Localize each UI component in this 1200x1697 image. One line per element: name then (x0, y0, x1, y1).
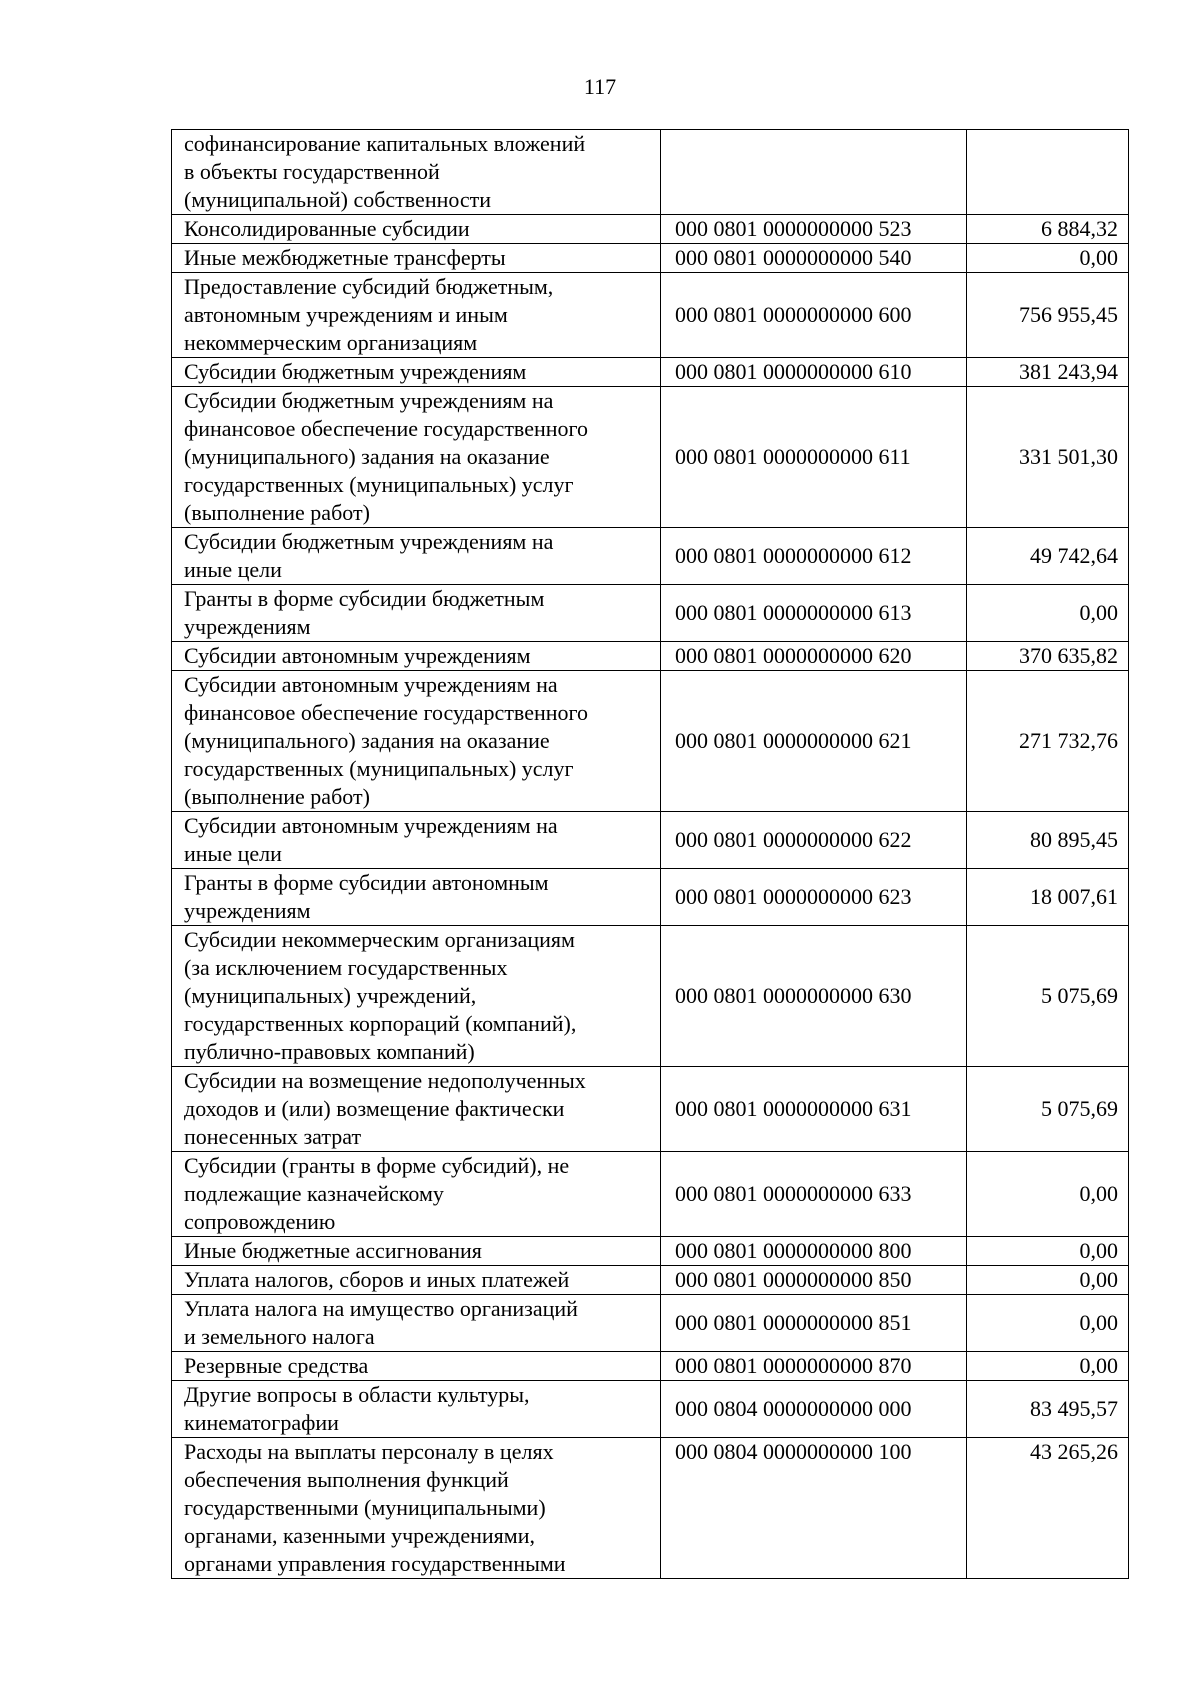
classification-code-cell: 000 0804 0000000000 100 (661, 1438, 967, 1579)
expense-name-cell: Субсидии (гранты в форме субсидий), не подлежащие казначейскому сопровождению (172, 1152, 661, 1237)
expense-name-cell: Субсидии на возмещение недополученных доходов и (или) возмещение фактически понесенных затрат (172, 1067, 661, 1152)
amount-cell: 43 265,26 (967, 1438, 1129, 1579)
expense-name-cell: Другие вопросы в области культуры, кинематографии (172, 1381, 661, 1438)
table-row (172, 215, 1129, 244)
amount-cell: 18 007,61 (967, 869, 1129, 926)
table-row (172, 358, 1129, 387)
amount-cell: 5 075,69 (967, 1067, 1129, 1152)
amount-cell: 80 895,45 (967, 812, 1129, 869)
table-row (172, 1295, 1129, 1352)
expense-name-cell: Субсидии бюджетным учреждениям (172, 358, 661, 387)
expense-name-cell: Уплата налога на имущество организаций и земельного налога (172, 1295, 661, 1352)
expense-name-cell: Консолидированные субсидии (172, 215, 661, 244)
amount-cell: 0,00 (967, 1266, 1129, 1295)
classification-code-cell: 000 0801 0000000000 540 (661, 244, 967, 273)
classification-code-cell: 000 0801 0000000000 610 (661, 358, 967, 387)
expense-name-cell: Иные межбюджетные трансферты (172, 244, 661, 273)
amount-cell: 370 635,82 (967, 642, 1129, 671)
table-row (172, 585, 1129, 642)
expense-name-cell: Субсидии автономным учреждениям на иные цели (172, 812, 661, 869)
expense-name-cell: Уплата налогов, сборов и иных платежей (172, 1266, 661, 1295)
amount-cell: 0,00 (967, 1295, 1129, 1352)
table-row (172, 869, 1129, 926)
table-row (172, 642, 1129, 671)
amount-cell: 271 732,76 (967, 671, 1129, 812)
expense-name-cell: Субсидии автономным учреждениям на финансовое обеспечение государственного (муниципального) задания на оказание государственных (муниципальных) услуг (выполнение работ) (172, 671, 661, 812)
classification-code-cell: 000 0801 0000000000 611 (661, 387, 967, 528)
classification-code-cell: 000 0801 0000000000 612 (661, 528, 967, 585)
table-row (172, 1381, 1129, 1438)
table-row (172, 528, 1129, 585)
table-row (172, 244, 1129, 273)
table-row (172, 1152, 1129, 1237)
expense-name-cell: Гранты в форме субсидии бюджетным учреждениям (172, 585, 661, 642)
expense-name-cell: Расходы на выплаты персоналу в целях обеспечения выполнения функций государственными (муниципальными) органами, казенными учреждениями, органами управления государственными (172, 1438, 661, 1579)
amount-cell: 83 495,57 (967, 1381, 1129, 1438)
table-row (172, 1438, 1129, 1579)
classification-code-cell: 000 0801 0000000000 850 (661, 1266, 967, 1295)
classification-code-cell: 000 0801 0000000000 620 (661, 642, 967, 671)
budget-expenditure-table (171, 129, 1129, 1579)
classification-code-cell: 000 0801 0000000000 631 (661, 1067, 967, 1152)
expense-name-cell: Субсидии некоммерческим организациям (за исключением государственных (муниципальных) учреждений, государственных корпораций (компаний), публично-правовых компаний) (172, 926, 661, 1067)
expense-name-cell: Субсидии бюджетным учреждениям на финансовое обеспечение государственного (муниципального) задания на оказание государственных (муниципальных) услуг (выполнение работ) (172, 387, 661, 528)
amount-cell: 6 884,32 (967, 215, 1129, 244)
classification-code-cell: 000 0801 0000000000 851 (661, 1295, 967, 1352)
amount-cell (967, 130, 1129, 215)
expense-name-cell: Субсидии автономным учреждениям (172, 642, 661, 671)
classification-code-cell: 000 0801 0000000000 523 (661, 215, 967, 244)
amount-cell: 0,00 (967, 585, 1129, 642)
table-row (172, 1067, 1129, 1152)
amount-cell: 49 742,64 (967, 528, 1129, 585)
classification-code-cell: 000 0801 0000000000 870 (661, 1352, 967, 1381)
table-row (172, 1266, 1129, 1295)
classification-code-cell: 000 0801 0000000000 613 (661, 585, 967, 642)
classification-code-cell: 000 0801 0000000000 623 (661, 869, 967, 926)
classification-code-cell: 000 0801 0000000000 600 (661, 273, 967, 358)
expense-name-cell: софинансирование капитальных вложений в объекты государственной (муниципальной) собственности (172, 130, 661, 215)
classification-code-cell: 000 0801 0000000000 800 (661, 1237, 967, 1266)
amount-cell: 0,00 (967, 1237, 1129, 1266)
classification-code-cell: 000 0801 0000000000 630 (661, 926, 967, 1067)
table-row (172, 671, 1129, 812)
amount-cell: 756 955,45 (967, 273, 1129, 358)
table-row (172, 812, 1129, 869)
classification-code-cell: 000 0801 0000000000 621 (661, 671, 967, 812)
table-row (172, 926, 1129, 1067)
amount-cell: 381 243,94 (967, 358, 1129, 387)
amount-cell: 5 075,69 (967, 926, 1129, 1067)
amount-cell: 331 501,30 (967, 387, 1129, 528)
expense-name-cell: Гранты в форме субсидии автономным учреждениям (172, 869, 661, 926)
table-row (172, 1352, 1129, 1381)
expense-name-cell: Предоставление субсидий бюджетным, автономным учреждениям и иным некоммерческим организациям (172, 273, 661, 358)
classification-code-cell: 000 0801 0000000000 622 (661, 812, 967, 869)
table-row (172, 1237, 1129, 1266)
table-row (172, 273, 1129, 358)
classification-code-cell: 000 0801 0000000000 633 (661, 1152, 967, 1237)
table-row (172, 130, 1129, 215)
expense-name-cell: Иные бюджетные ассигнования (172, 1237, 661, 1266)
amount-cell: 0,00 (967, 244, 1129, 273)
expense-name-cell: Резервные средства (172, 1352, 661, 1381)
table-row (172, 387, 1129, 528)
page-number: 117 (583, 74, 617, 99)
classification-code-cell (661, 130, 967, 215)
amount-cell: 0,00 (967, 1152, 1129, 1237)
classification-code-cell: 000 0804 0000000000 000 (661, 1381, 967, 1438)
amount-cell: 0,00 (967, 1352, 1129, 1381)
expense-name-cell: Субсидии бюджетным учреждениям на иные цели (172, 528, 661, 585)
